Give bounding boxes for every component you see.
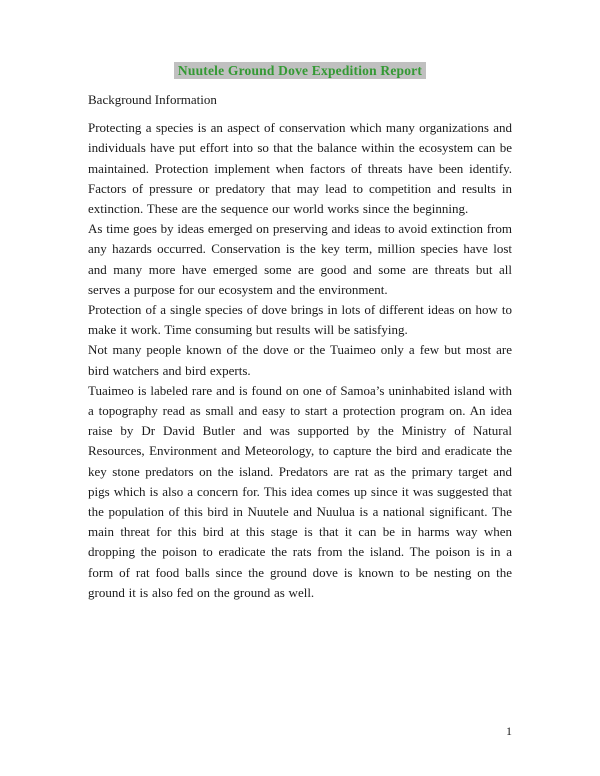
paragraph-4: Not many people known of the dove or the Tuaimeo only a few but most are bird watchers and bird experts. [88,342,512,378]
paragraph-5: Tuaimeo is labeled rare and is found on one of Samoa’s uninhabited island with a topography read as small and easy to start a protection program on. An idea raise by Dr David Butler and was supported by the Ministry of Natural Resources, Environment and Meteorology, to capture the bird and eradicate the key stone predators on the island. Predators are rat as the primary target and pigs which is also a concern for. This idea comes up since it was suggested that the population of this bird in Nuutele and Nuulua is a national significant. The main threat for this bird at this stage is that it can be in harms way when dropping the poison to eradicate the rats from the island. The poison is in a form of rat food balls since the ground dove is known to be nesting on the ground it is also fed on the ground as well. [88,382,512,600]
page-number: 1 [506,724,512,738]
paragraph-3: Protection of a single species of dove brings in lots of different ideas on how to make it work. Time consuming but results will be satisfying. [88,302,512,338]
section-heading-background-information: Background Information [88,92,217,107]
paragraph-2: As time goes by ideas emerged on preserving and ideas to avoid extinction from any hazards occurred. Conservation is the key term, million species have lost and many more have emerged some are good and some are threats but all serves a purpose for our ecosystem and the environment. [88,221,512,297]
paragraph-1: Protecting a species is an aspect of conservation which many organizations and individuals have put effort into so that the balance within the ecosystem can be maintained. Protection implement when factors of threats have been identify. Factors of pressure or predatory that may lead to competition and results in extinction. These are the sequence our world works since the beginning. [88,120,512,217]
title-row [88,62,512,79]
document-title: Nuutele Ground Dove Expedition Report [174,62,426,79]
